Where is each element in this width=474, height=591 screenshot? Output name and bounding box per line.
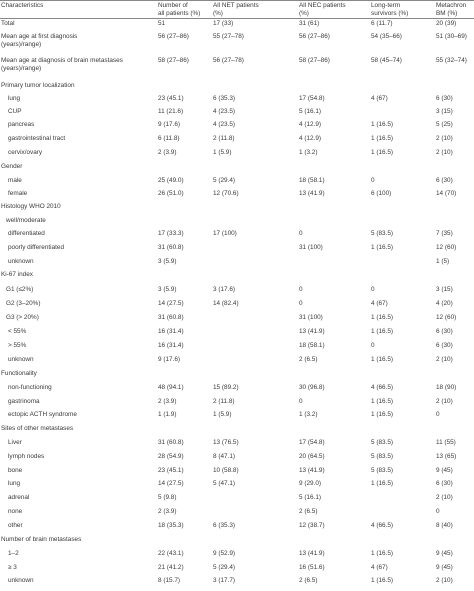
table-row xyxy=(0,508,474,522)
table-cell: 20 (39) xyxy=(436,20,457,27)
table-cell: 5 (25) xyxy=(436,121,453,128)
table-cell: 1 (3.2) xyxy=(299,149,318,156)
table-cell: 6 (30) xyxy=(436,177,453,184)
table-cell: 51 xyxy=(158,20,166,27)
row-label: Histology WHO 2010 xyxy=(1,203,61,210)
table-row xyxy=(0,550,474,564)
table-row xyxy=(0,230,474,244)
table-row xyxy=(0,57,474,71)
table-cell: 1 (5) xyxy=(436,258,450,265)
row-label: Liver xyxy=(8,439,22,446)
table-row xyxy=(0,342,474,356)
row-label: none xyxy=(8,508,23,515)
table-row xyxy=(0,314,474,328)
table-cell: 51 (30–69) xyxy=(436,33,467,40)
table-cell: 0 xyxy=(371,177,375,184)
row-label: lymph nodes xyxy=(8,453,45,460)
table-cell: 0 xyxy=(299,300,303,307)
table-cell: 1 (16.5) xyxy=(371,328,394,335)
table-cell: 31 (60.8) xyxy=(158,314,184,321)
table-cell: 1 (1.9) xyxy=(158,411,177,418)
table-cell: 31 (60.8) xyxy=(158,244,184,251)
table-cell: 17 (100) xyxy=(213,230,237,237)
table-row xyxy=(0,135,474,149)
table-row xyxy=(0,522,474,536)
table-cell: 54 (35–66) xyxy=(371,33,402,40)
table-cell: 5 (47.1) xyxy=(213,480,236,487)
row-label: Gender xyxy=(1,163,23,170)
table-cell: 2 (10) xyxy=(436,494,453,501)
table-header xyxy=(0,0,474,19)
table-cell: 20 (64.5) xyxy=(299,453,325,460)
table-cell: 13 (41.9) xyxy=(299,190,325,197)
table-cell: 2 (10) xyxy=(436,149,453,156)
table-cell: 16 (31.4) xyxy=(158,342,184,349)
table-cell: 6 (30) xyxy=(436,95,453,102)
row-label: other xyxy=(8,522,23,529)
table-cell: 23 (45.1) xyxy=(158,95,184,102)
row-label: Mean age at diagnosis of brain metastases xyxy=(1,57,123,64)
table-cell: 2 (3.9) xyxy=(158,149,177,156)
table-row xyxy=(0,425,474,439)
table-cell: 11 (55) xyxy=(436,439,456,446)
table-cell: 3 (15) xyxy=(436,286,453,293)
table-row xyxy=(0,577,474,591)
table-cell: 1 (16.5) xyxy=(371,411,394,418)
table-cell: 1 (16.5) xyxy=(371,398,394,405)
row-label: non-functioning xyxy=(8,384,52,391)
table-cell: 56 (27–78) xyxy=(213,57,244,64)
row-label: well/moderate xyxy=(6,217,46,224)
table-cell: 2 (3.9) xyxy=(158,398,177,405)
table-cell: 11 (21.6) xyxy=(158,108,184,115)
table-row xyxy=(0,217,474,231)
table-cell: 30 (96.8) xyxy=(299,384,325,391)
row-label: gastrointestinal tract xyxy=(8,135,66,142)
table-row xyxy=(0,121,474,135)
header-nec-patients: All NEC patients (%) xyxy=(299,2,346,17)
table-row xyxy=(0,328,474,342)
table-cell: 1 (16.5) xyxy=(371,314,394,321)
table-cell: 9 (45) xyxy=(436,550,453,557)
table-row xyxy=(0,300,474,314)
table-cell: 9 (52.9) xyxy=(213,550,236,557)
table-cell: 1 (16.5) xyxy=(371,244,394,251)
table-cell: 2 (6.5) xyxy=(299,577,318,584)
table-cell: 4 (67) xyxy=(371,564,388,571)
table-cell: 13 (41.9) xyxy=(299,467,325,474)
table-cell: 26 (51.0) xyxy=(158,190,184,197)
table-cell: 5 (83.5) xyxy=(371,230,394,237)
row-label: Number of brain metastases xyxy=(1,536,82,543)
table-cell: 31 (100) xyxy=(299,314,323,321)
table-cell: 6 (35.3) xyxy=(213,522,236,529)
table-row xyxy=(0,564,474,578)
table-cell: 4 (12.9) xyxy=(299,121,322,128)
table-cell: 13 (41.9) xyxy=(299,550,325,557)
table-cell: 12 (70.6) xyxy=(213,190,239,197)
table-cell: 2 (10) xyxy=(436,577,453,584)
table-row xyxy=(0,480,474,494)
table-row xyxy=(0,370,474,384)
row-label: Sites of other metastases xyxy=(1,425,74,432)
row-label: Total xyxy=(1,20,15,27)
table-cell: 18 (58.1) xyxy=(299,177,325,184)
table-cell: 1 (16.5) xyxy=(371,480,394,487)
table-row xyxy=(0,439,474,453)
table-cell: 14 (27.5) xyxy=(158,300,184,307)
table-cell: 3 (15) xyxy=(436,108,453,115)
table-cell: 3 (5.9) xyxy=(158,258,177,265)
table-cell: 48 (94.1) xyxy=(158,384,184,391)
table-cell: 3 (17.6) xyxy=(213,286,236,293)
table-row xyxy=(0,398,474,412)
table-row xyxy=(0,203,474,217)
table-cell: 2 (11.8) xyxy=(213,135,235,142)
row-label: pancreas xyxy=(8,121,35,128)
table-cell: 0 xyxy=(371,342,375,349)
row-label: Primary tumor localization xyxy=(1,82,75,89)
table-cell: 31 (61) xyxy=(299,20,320,27)
table-row xyxy=(0,384,474,398)
table-row xyxy=(0,286,474,300)
table-cell: 6 (35.3) xyxy=(213,95,236,102)
table-cell: 5 (83.5) xyxy=(371,453,394,460)
table-cell: 1 (16.5) xyxy=(371,149,394,156)
table-cell: 1 (3.2) xyxy=(299,411,318,418)
row-label: lung xyxy=(8,95,21,102)
table-cell: 12 (38.7) xyxy=(299,522,325,529)
table-cell: 28 (54.9) xyxy=(158,453,184,460)
table-cell: 1 (16.5) xyxy=(371,577,394,584)
row-label: unknown xyxy=(8,356,34,363)
table-cell: 14 (27.5) xyxy=(158,480,184,487)
row-label-cont: (years)/range) xyxy=(1,40,42,48)
table-cell: 9 (45) xyxy=(436,564,453,571)
table-row xyxy=(0,494,474,508)
table-cell: 2 (10) xyxy=(436,398,453,405)
header-long-term-survivors: Long-term survivors (%) xyxy=(371,2,409,17)
table-row xyxy=(0,20,474,34)
table-cell: 18 (58.1) xyxy=(299,342,325,349)
row-label: poorly differentiated xyxy=(8,244,65,251)
table-cell: 4 (67) xyxy=(371,95,388,102)
table-cell: 25 (49.0) xyxy=(158,177,184,184)
table-row xyxy=(0,108,474,122)
table-cell: 4 (20) xyxy=(436,300,453,307)
table-cell: 0 xyxy=(371,286,375,293)
table-cell: 56 (27–86) xyxy=(158,33,189,40)
table-cell: 9 (45) xyxy=(436,467,453,474)
table-cell: 8 (40) xyxy=(436,522,453,529)
table-cell: 1 (5.9) xyxy=(213,149,232,156)
table-cell: 16 (51.6) xyxy=(299,564,325,571)
table-cell: 10 (58.8) xyxy=(213,467,239,474)
table-row xyxy=(0,82,474,96)
table-cell: 17 (54.8) xyxy=(299,95,325,102)
table-cell: 58 (45–74) xyxy=(371,57,402,64)
table-cell: 2 (10) xyxy=(436,356,453,363)
table-cell: 5 (9.8) xyxy=(158,494,177,501)
header-all-patients: Number of all patients (%) xyxy=(158,2,201,17)
table-row xyxy=(0,149,474,163)
table-row xyxy=(0,536,474,550)
table-cell: 4 (23.5) xyxy=(213,121,236,128)
table-cell: 13 (41.9) xyxy=(299,328,325,335)
table-cell: 0 xyxy=(436,508,440,515)
table-cell: 5 (16.1) xyxy=(299,494,322,501)
table-cell: 2 (6.5) xyxy=(299,356,318,363)
table-cell: 18 (35.3) xyxy=(158,522,184,529)
row-label: Mean age at first diagnosis xyxy=(1,33,78,40)
header-metachronous-bm: Metachron BM (%) xyxy=(436,2,467,17)
table-row xyxy=(0,453,474,467)
table-cell: 6 (30) xyxy=(436,342,453,349)
table-cell: 15 (89.2) xyxy=(213,384,239,391)
row-label-cont: (years)/range) xyxy=(1,64,42,72)
table-cell: 1 (16.5) xyxy=(371,121,394,128)
table-cell: 4 (67) xyxy=(371,300,388,307)
table-cell: 4 (66.5) xyxy=(371,522,394,529)
table-cell: 9 (29.0) xyxy=(299,480,322,487)
table-cell: 3 (5.9) xyxy=(158,286,177,293)
row-label: lung xyxy=(8,480,21,487)
row-label: adrenal xyxy=(8,494,30,501)
table-row xyxy=(0,467,474,481)
table-cell: 9 (17.6) xyxy=(158,356,181,363)
row-label: gastrinoma xyxy=(8,398,40,405)
table-cell: 2 (3.9) xyxy=(158,508,177,515)
row-label: G3 (> 20%) xyxy=(6,314,39,321)
row-label: CUP xyxy=(8,108,22,115)
table-cell: 2 (11.8) xyxy=(213,398,235,405)
table-cell: 5 (29.4) xyxy=(213,177,236,184)
table-row xyxy=(0,177,474,191)
table-row xyxy=(0,271,474,285)
table-cell: 6 (100) xyxy=(371,190,392,197)
table-cell: 9 (17.6) xyxy=(158,121,181,128)
table-row xyxy=(0,33,474,47)
table-cell: 22 (43.1) xyxy=(158,550,184,557)
table-row xyxy=(0,163,474,177)
row-label: male xyxy=(8,177,22,184)
table-cell: 55 (32–74) xyxy=(436,57,467,64)
table-cell: 12 (60) xyxy=(436,244,457,251)
table-cell: 13 (65) xyxy=(436,453,457,460)
table-cell: 5 (83.5) xyxy=(371,439,394,446)
table-cell: 2 (6.5) xyxy=(299,508,318,515)
table-cell: 56 (27–86) xyxy=(299,33,330,40)
table-cell: 5 (83.5) xyxy=(371,467,394,474)
table-cell: 0 xyxy=(299,398,303,405)
table-cell: 16 (31.4) xyxy=(158,328,184,335)
header-net-patients: All NET patients (%) xyxy=(213,2,259,17)
table-cell: 5 (29.4) xyxy=(213,564,236,571)
row-label: < 55% xyxy=(8,328,27,335)
row-label: > 55% xyxy=(8,342,27,349)
row-label: female xyxy=(8,190,28,197)
table-cell: 12 (60) xyxy=(436,314,457,321)
table-cell: 0 xyxy=(436,411,440,418)
row-label: G2 (3–20%) xyxy=(6,300,41,307)
header-characteristics: Characteristics xyxy=(1,2,44,9)
row-label: unknown xyxy=(8,258,34,265)
row-label: cervix/ovary xyxy=(8,149,43,156)
table-cell: 4 (66.5) xyxy=(371,384,394,391)
table-cell: 1 (16.5) xyxy=(371,356,394,363)
table-cell: 13 (76.5) xyxy=(213,439,239,446)
table-cell: 31 (100) xyxy=(299,244,323,251)
table-cell: 6 (11.7) xyxy=(371,20,393,27)
table-cell: 6 (30) xyxy=(436,480,453,487)
table-cell: 18 (90) xyxy=(436,384,457,391)
row-label: Functionality xyxy=(1,370,37,377)
table-cell: 8 (47.1) xyxy=(213,453,236,460)
row-label: ≥ 3 xyxy=(8,564,17,571)
row-label: bone xyxy=(8,467,23,474)
row-label: 1–2 xyxy=(8,550,19,557)
table-cell: 4 (12.9) xyxy=(299,135,322,142)
table-cell: 23 (45.1) xyxy=(158,467,184,474)
table-cell: 0 xyxy=(299,230,303,237)
table-cell: 5 (16.1) xyxy=(299,108,322,115)
table-cell: 17 (33.3) xyxy=(158,230,184,237)
table-cell: 1 (16.5) xyxy=(371,550,394,557)
table-row xyxy=(0,258,474,272)
table-cell: 1 (5.9) xyxy=(213,411,232,418)
table-cell: 14 (70) xyxy=(436,190,457,197)
row-label: differentiated xyxy=(8,230,45,237)
table-cell: 58 (27–86) xyxy=(158,57,189,64)
table-cell: 17 (54.8) xyxy=(299,439,325,446)
table-cell: 58 (27–86) xyxy=(299,57,330,64)
table-cell: 7 (35) xyxy=(436,230,453,237)
table-cell: 2 (10) xyxy=(436,135,453,142)
table-cell: 3 (17.7) xyxy=(213,577,236,584)
table-row xyxy=(0,190,474,204)
table-cell: 4 (23.5) xyxy=(213,108,236,115)
table-cell: 1 (16.5) xyxy=(371,135,394,142)
table-cell: 8 (15.7) xyxy=(158,577,181,584)
table-cell: 31 (60.8) xyxy=(158,439,184,446)
table-cell: 6 (30) xyxy=(436,328,453,335)
row-label: G1 (≤2%) xyxy=(6,286,34,293)
table-row xyxy=(0,356,474,370)
row-label: Ki-67 index xyxy=(1,271,33,278)
table-cell: 21 (41.2) xyxy=(158,564,184,571)
table-row xyxy=(0,95,474,109)
table-cell: 14 (82.4) xyxy=(213,300,239,307)
row-label: unknown xyxy=(8,577,34,584)
table-row xyxy=(0,244,474,258)
table-cell: 0 xyxy=(299,286,303,293)
row-label: ectopic ACTH syndrome xyxy=(8,411,77,418)
table-cell: 55 (27–78) xyxy=(213,33,244,40)
table-cell: 17 (33) xyxy=(213,20,234,27)
table-cell: 6 (11.8) xyxy=(158,135,180,142)
table-row xyxy=(0,411,474,425)
